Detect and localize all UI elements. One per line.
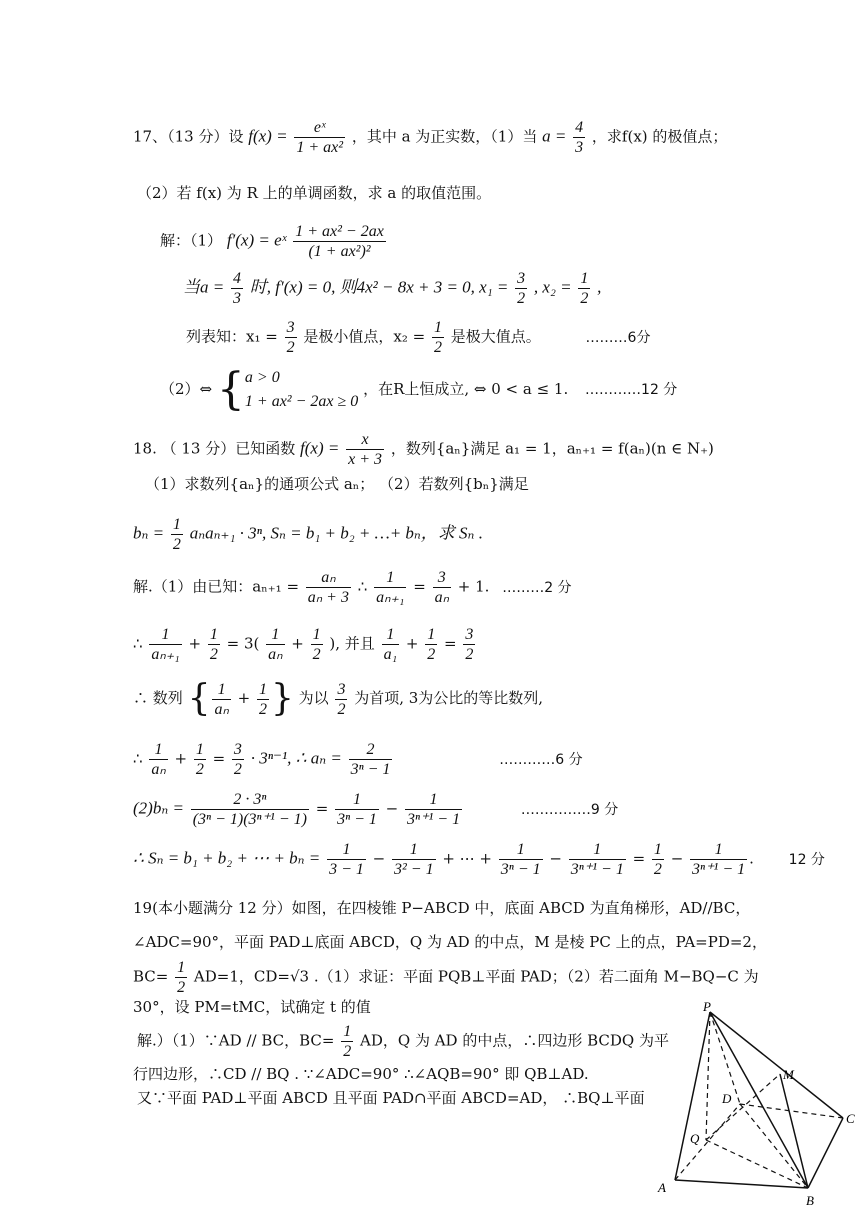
p17-fraction: $\frac{\text{eˣ}}{\text{1 + ax²}}$ [296, 119, 344, 156]
p19-question-line2: ∠ADC=90°，平面 PAD⊥底面 ABCD，Q 为 AD 的中点，M 是棱 PC 上的点，PA=PD=2， [133, 933, 767, 951]
p17-solution-line2: 当a = $\frac{4}{3}$ 时, f′(x) = 0, 则4x² − 8x + 3 = 0, x₁ = $\frac{3}{2}$ , x₂ = $\frac{1}{2}$ , [183, 270, 602, 307]
p18-solution-line6: ∴ Sₙ = b₁ + b₂ + ⋯ + bₙ = $\frac{1}{3 - 1}$ − $\frac{1}{\text{3² − 1}}$ + ⋯ + $\frac{1}{\text{3ⁿ − 1}}$ − $\frac{1}{\text{3ⁿ⁺¹ − 1}}$ = $\frac{1}{2}$ − $\frac{1}{\text{3ⁿ⁺¹ − 1}}$ . 12 分 [133, 841, 825, 878]
p19-solution-line3: 又∵平面 PAD⊥平面 ABCD 且平面 PAD∩平面 ABCD=AD， ∴BQ⊥平面 [137, 1089, 645, 1107]
p19-solution-line2: 行四边形，∴CD // BQ . ∵∠ADC=90° ∴∠AQB=90° 即 QB⊥AD. [133, 1065, 589, 1083]
p18-question-line2: （1）求数列{aₙ}的通项公式 aₙ； （2）若数列{bₙ}满足 [145, 475, 529, 493]
edge-PA [675, 1012, 710, 1180]
label-D: D [722, 1091, 732, 1106]
p18-solution-line3: ∴ 数列 { $\frac{1}{\text{aₙ}}$ + $\frac{1}{2}$ } 为以 $\frac{3}{2}$ 为首项, 3为公比的等比数列, [133, 678, 544, 719]
score-mark: …………12 分 [585, 382, 678, 398]
edge-AD [675, 1104, 740, 1180]
p18-solution-line4: ∴ $\frac{1}{\text{aₙ}}$ + $\frac{1}{2}$ = $\frac{3}{2}$ · 3ⁿ⁻¹, ∴ aₙ = $\frac{2}{\text{3ⁿ − 1}}$ …………6 分 [133, 741, 583, 778]
label-C: C [846, 1111, 855, 1126]
label-M: M [783, 1067, 794, 1082]
p17-solution-line3: 列表知：x₁ = $\frac{3}{2}$ 是极小值点，x₂ = $\frac{1}{2}$ 是极大值点。 ………6分 [186, 319, 651, 356]
p19-question-line1: 19(本小题满分 12 分）如图，在四棱锥 P−ABCD 中，底面 ABCD 为直角梯形，AD//BC， [133, 899, 751, 917]
pyramid-figure [648, 1000, 858, 1212]
p19-solution-line1: 解.）（1）∵AD // BC，BC= $\frac{1}{2}$ AD，Q 为 AD 的中点，∴四边形 BCDQ 为平 [137, 1023, 669, 1060]
score-mark: 12 分 [788, 851, 825, 868]
label-A: A [658, 1180, 666, 1195]
score-mark: ………2 分 [502, 579, 572, 596]
score-mark: ……………9 分 [520, 801, 619, 818]
p17-question-line2: （2）若 f(x) 为 R 上的单调函数，求 a 的取值范围。 [137, 184, 492, 202]
score-mark: ………6分 [585, 329, 651, 346]
p18-solution-line2: ∴ $\frac{1}{\text{aₙ₊₁}}$ + $\frac{1}{2}$ = 3( $\frac{1}{\text{aₙ}}$ + $\frac{1}{2}$ ), 并且 $\frac{1}{\text{a₁}}$ + $\frac{1}{2}$ = $\frac{3}{2}$ [133, 626, 474, 663]
p17-solution-line1: 解：（1） f′(x) = eˣ $\frac{\text{1 + ax² − 2ax}}{\text{(1 + ax²)²}}$ [160, 223, 384, 260]
edge-AB [675, 1180, 808, 1188]
p18-solution-line5: (2)bₙ = $\frac{\text{2 · 3ⁿ}}{\text{(3ⁿ − 1)(3ⁿ⁺¹ − 1)}}$ = $\frac{1}{\text{3ⁿ − 1}}$ − $\frac{1}{\text{3ⁿ⁺¹ − 1}}$ ……………9 分 [133, 791, 619, 828]
edge-BC [808, 1118, 843, 1188]
p18-question-line3: bₙ = $\frac{1}{2}$ aₙaₙ₊₁ · 3ⁿ, Sₙ = b₁ + b₂ + …+ bₙ，求 Sₙ . [133, 516, 483, 553]
p17-solution-line4: （2）⇔ { a > 0 1 + ax² − 2ax ≥ 0 ，在R上恒成立, ⇔ 0 < a ≤ 1. …………12 分 [160, 364, 678, 415]
p19-question-line3: BC= $\frac{1}{2}$ AD=1，CD=√3 .（1）求证：平面 PQB⊥平面 PAD；（2）若二面角 M−BQ−C 为 [133, 959, 759, 996]
p18-solution-line1: 解.（1）由已知：aₙ₊₁ = $\frac{\text{aₙ}}{\text{aₙ + 3}}$ ∴ $\frac{1}{\text{aₙ₊₁}}$ = $\frac{3}{\text{aₙ}}$ + 1. ………2 分 [133, 569, 572, 606]
p19-question-line4: 30°，设 PM=tMC，试确定 t 的值 [133, 998, 371, 1016]
label-Q: Q [690, 1131, 700, 1146]
p17-question-line1: 17、（13 分）设 f(x) = $\frac{\text{eˣ}}{\text{1 + ax²}}$ ，其中 a 为正实数，（1）当 a = $\frac{4}{3}$ ，求f(x) 的极值点； [133, 119, 728, 156]
label-P: P [703, 1000, 711, 1014]
edge-QB [706, 1140, 808, 1188]
label-B: B [806, 1193, 814, 1208]
p18-question-line1: 18. （ 13 分）已知函数 f(x) = $\frac{x}{x + 3}$ ，数列{aₙ}满足 a₁ = 1，aₙ₊₁ = f(aₙ)(n ∈ N₊) [133, 431, 714, 468]
score-mark: …………6 分 [499, 751, 583, 768]
